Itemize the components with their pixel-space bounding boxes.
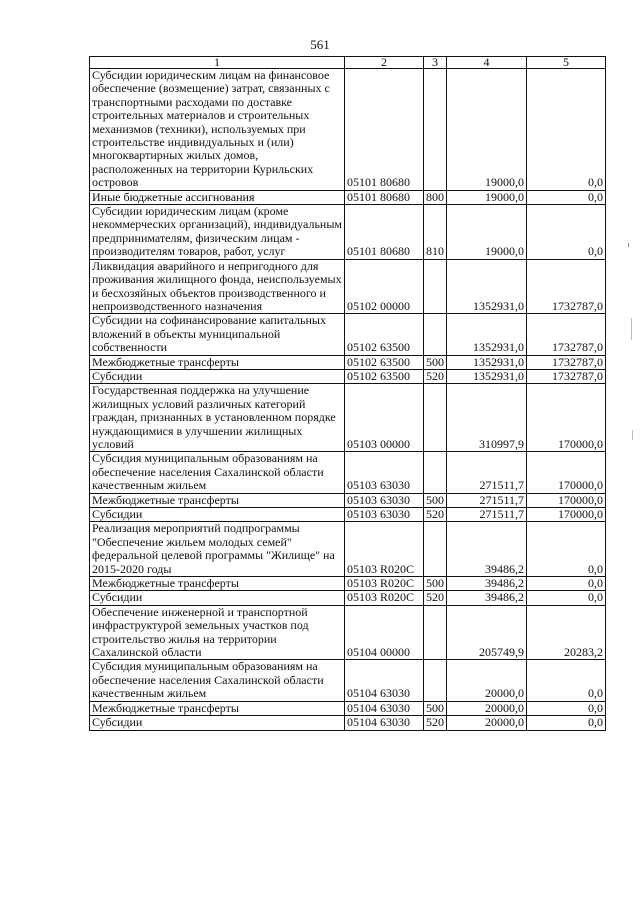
header-col-2: 2 <box>345 57 424 69</box>
row-vr: 500 <box>424 701 447 715</box>
row-value-col5: 170000,0 <box>527 384 606 452</box>
row-value-col4: 20000,0 <box>447 701 527 715</box>
row-code: 05103 R020C <box>345 522 424 577</box>
row-value-col4: 1352931,0 <box>447 259 527 314</box>
row-code: 05102 00000 <box>345 259 424 314</box>
row-name: Субсидии <box>90 716 345 730</box>
row-value-col5: 170000,0 <box>527 452 606 493</box>
row-code: 05104 63030 <box>345 660 424 701</box>
table-row <box>90 522 606 577</box>
row-value-col5: 1732787,0 <box>527 259 606 314</box>
row-vr: 500 <box>424 577 447 591</box>
table-row <box>90 205 606 260</box>
table-row <box>90 369 606 383</box>
row-code: 05103 R020C <box>345 577 424 591</box>
row-code: 05103 00000 <box>345 384 424 452</box>
row-value-col4: 1352931,0 <box>447 314 527 355</box>
row-name: Межбюджетные трансферты <box>90 701 345 715</box>
table-row <box>90 508 606 522</box>
row-code: 05101 80680 <box>345 205 424 260</box>
row-name: Межбюджетные трансферты <box>90 355 345 369</box>
row-vr <box>424 660 447 701</box>
row-value-col4: 20000,0 <box>447 716 527 730</box>
row-vr <box>424 452 447 493</box>
row-value-col4: 1352931,0 <box>447 355 527 369</box>
table-row <box>90 355 606 369</box>
row-code: 05104 00000 <box>345 605 424 660</box>
row-code: 05103 63030 <box>345 452 424 493</box>
row-name: Субсидия муниципальным образованиям на обеспечение населения Сахалинской области качественным жильем <box>90 660 345 701</box>
row-vr <box>424 314 447 355</box>
row-value-col5: 0,0 <box>527 591 606 605</box>
row-value-col5: 1732787,0 <box>527 314 606 355</box>
row-vr: 500 <box>424 493 447 507</box>
row-vr <box>424 605 447 660</box>
row-value-col4: 19000,0 <box>447 205 527 260</box>
row-value-col4: 271511,7 <box>447 508 527 522</box>
row-value-col5: 1732787,0 <box>527 355 606 369</box>
row-value-col5: 0,0 <box>527 190 606 204</box>
row-name: Субсидии юридическим лицам (кроме некоммерческих организаций), индивидуальным предпринимателям, физическим лицам - производителям товаров, работ, услуг <box>90 205 345 260</box>
row-code: 05101 80680 <box>345 69 424 191</box>
row-value-col5: 0,0 <box>527 660 606 701</box>
page-number: 561 <box>310 37 330 52</box>
row-name: Субсидии на софинансирование капитальных вложений в объекты муниципальной собственности <box>90 314 345 355</box>
row-code: 05104 63030 <box>345 716 424 730</box>
scan-mark <box>628 243 629 247</box>
table-row <box>90 701 606 715</box>
table-row <box>90 452 606 493</box>
row-vr <box>424 522 447 577</box>
row-value-col4: 39486,2 <box>447 577 527 591</box>
table-row <box>90 493 606 507</box>
table-row <box>90 384 606 452</box>
table-row <box>90 314 606 355</box>
row-value-col5: 1732787,0 <box>527 369 606 383</box>
row-value-col4: 205749,9 <box>447 605 527 660</box>
row-vr: 520 <box>424 716 447 730</box>
row-code: 05101 80680 <box>345 190 424 204</box>
table-header <box>90 57 606 69</box>
row-code: 05102 63500 <box>345 369 424 383</box>
row-value-col4: 20000,0 <box>447 660 527 701</box>
header-col-1: 1 <box>90 57 345 69</box>
table-row <box>90 259 606 314</box>
row-vr: 520 <box>424 508 447 522</box>
row-code: 05104 63030 <box>345 701 424 715</box>
row-name: Межбюджетные трансферты <box>90 493 345 507</box>
scan-mark <box>631 318 632 340</box>
row-value-col4: 39486,2 <box>447 591 527 605</box>
budget-table <box>89 56 606 731</box>
row-name: Обеспечение инженерной и транспортной инфраструктурой земельных участков под строительство жилья на территории Сахалинской области <box>90 605 345 660</box>
row-value-col4: 310997,9 <box>447 384 527 452</box>
row-code: 05102 63500 <box>345 355 424 369</box>
row-value-col5: 0,0 <box>527 716 606 730</box>
header-row <box>90 57 606 69</box>
row-vr: 520 <box>424 591 447 605</box>
header-col-3: 3 <box>424 57 447 69</box>
row-code: 05103 63030 <box>345 508 424 522</box>
row-name: Субсидии <box>90 369 345 383</box>
row-vr <box>424 69 447 191</box>
scan-mark <box>632 430 633 440</box>
row-value-col5: 0,0 <box>527 205 606 260</box>
row-name: Государственная поддержка на улучшение жилищных условий различных категорий граждан, признанных в установленном порядке нуждающимися в улучшении жилищных условий <box>90 384 345 452</box>
row-vr: 500 <box>424 355 447 369</box>
row-vr: 800 <box>424 190 447 204</box>
row-name: Субсидии <box>90 508 345 522</box>
row-name: Субсидия муниципальным образованиям на обеспечение населения Сахалинской области качественным жильем <box>90 452 345 493</box>
row-value-col5: 0,0 <box>527 577 606 591</box>
row-vr: 520 <box>424 369 447 383</box>
row-name: Межбюджетные трансферты <box>90 577 345 591</box>
header-col-4: 4 <box>447 57 527 69</box>
row-value-col5: 170000,0 <box>527 508 606 522</box>
row-name: Реализация мероприятий подпрограммы "Обеспечение жильем молодых семей" федеральной целевой программы "Жилище" на 2015-2020 годы <box>90 522 345 577</box>
row-name: Субсидии <box>90 591 345 605</box>
row-code: 05103 R020C <box>345 591 424 605</box>
row-value-col4: 39486,2 <box>447 522 527 577</box>
table-row <box>90 716 606 730</box>
row-code: 05103 63030 <box>345 493 424 507</box>
row-name: Иные бюджетные ассигнования <box>90 190 345 204</box>
row-code: 05102 63500 <box>345 314 424 355</box>
table-row <box>90 660 606 701</box>
row-value-col4: 271511,7 <box>447 493 527 507</box>
table-row <box>90 69 606 191</box>
table-body <box>90 69 606 731</box>
table-row <box>90 577 606 591</box>
row-value-col4: 1352931,0 <box>447 369 527 383</box>
row-value-col4: 19000,0 <box>447 69 527 191</box>
row-vr <box>424 259 447 314</box>
row-name: Ликвидация аварийного и непригодного для проживания жилищного фонда, неиспользуемых и бесхозяйных объектов производственного и непроизводственного назначения <box>90 259 345 314</box>
row-value-col5: 170000,0 <box>527 493 606 507</box>
row-vr: 810 <box>424 205 447 260</box>
row-name: Субсидии юридическим лицам на финансовое обеспечение (возмещение) затрат, связанных с транспортными расходами по доставке строительных материалов и строительных механизмов (техники), используемых при строительстве индивидуальных и (или) многоквартирных жилых домов, расположенных на территории Курильских островов <box>90 69 345 191</box>
row-value-col5: 0,0 <box>527 522 606 577</box>
row-value-col5: 0,0 <box>527 69 606 191</box>
table-row <box>90 605 606 660</box>
row-value-col5: 0,0 <box>527 701 606 715</box>
header-col-5: 5 <box>527 57 606 69</box>
row-vr <box>424 384 447 452</box>
row-value-col4: 271511,7 <box>447 452 527 493</box>
row-value-col5: 20283,2 <box>527 605 606 660</box>
row-value-col4: 19000,0 <box>447 190 527 204</box>
table-row <box>90 591 606 605</box>
table-row <box>90 190 606 204</box>
